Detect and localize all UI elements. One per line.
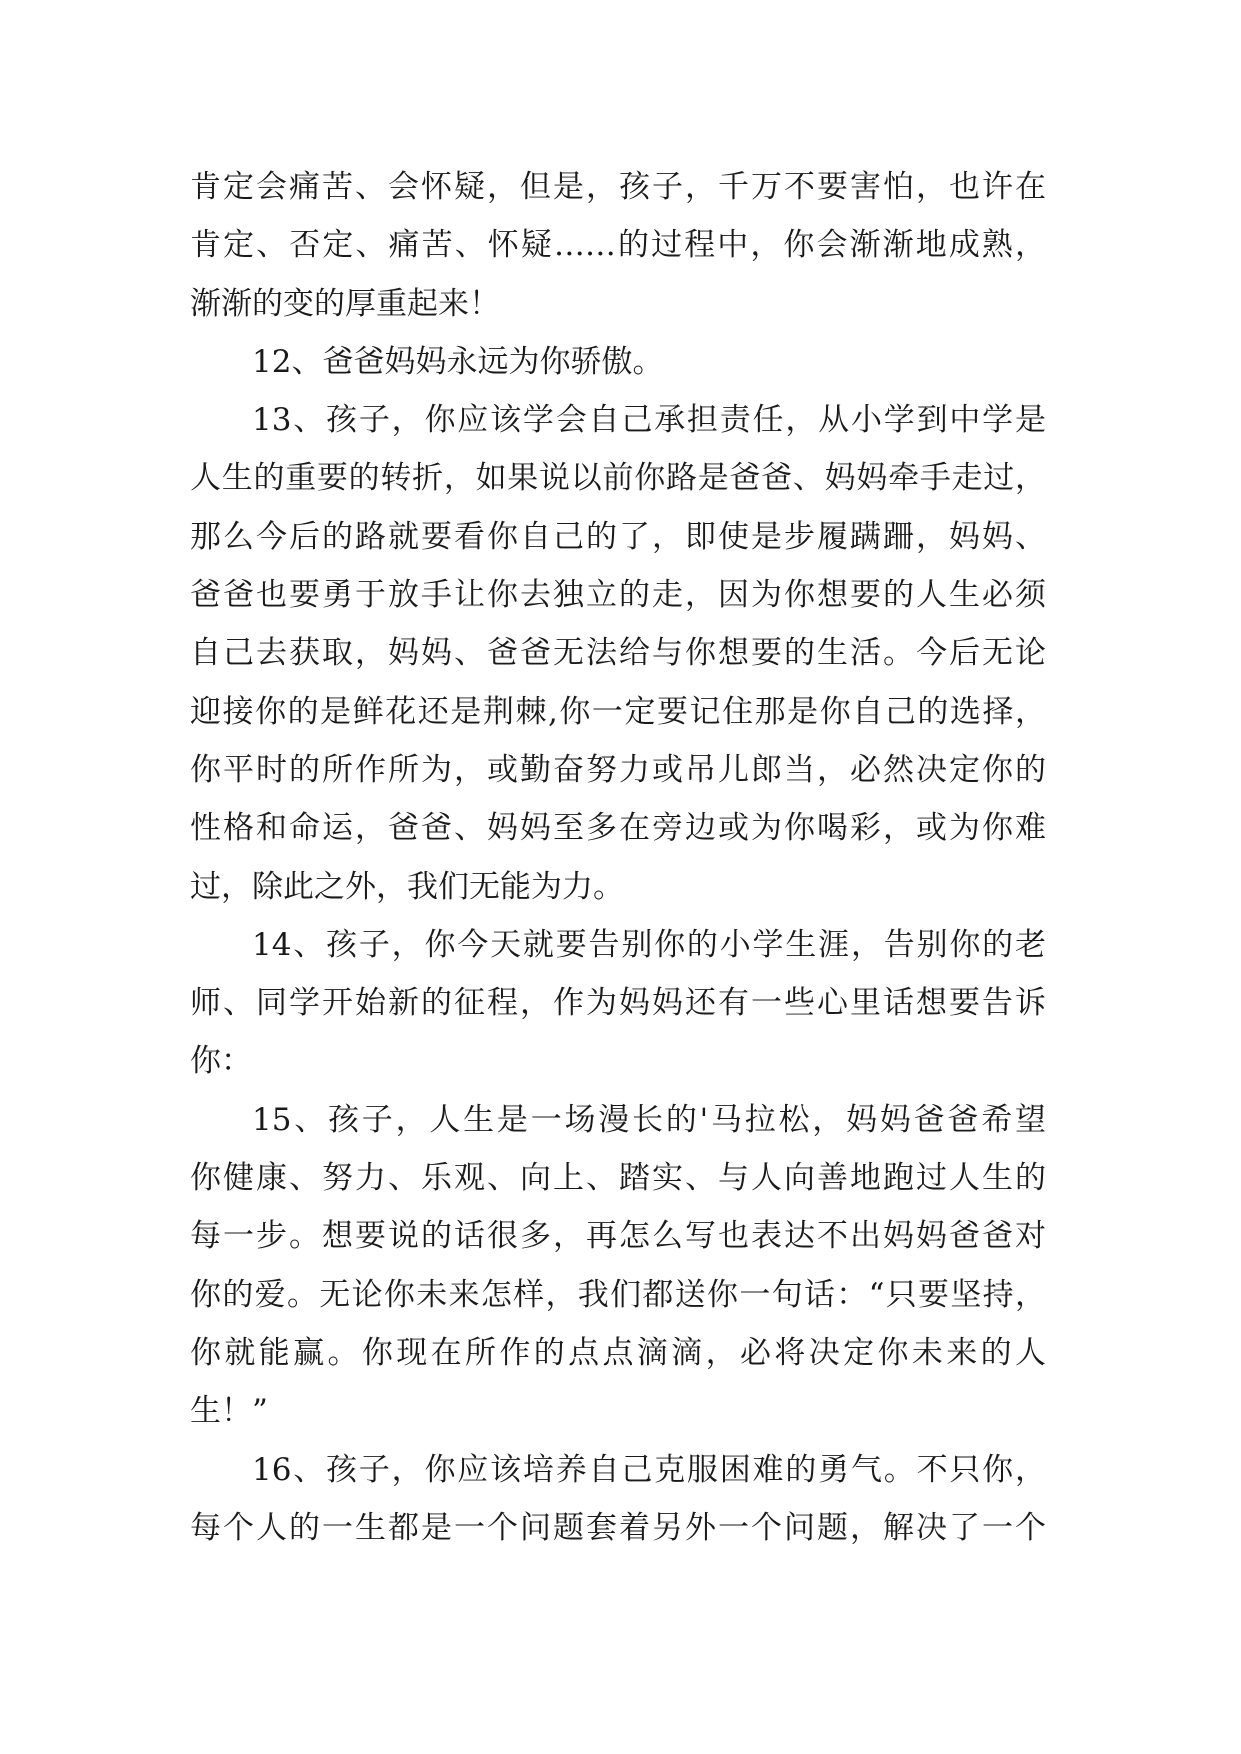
document-body bbox=[190, 158, 1190, 1557]
paragraph-14-line: 14、孩子，你今天就要告别你的小学生涯，告别你的老 bbox=[252, 926, 1046, 963]
text-line: 你就能赢。你现在所作的点点滴滴，必将决定你未来的人 bbox=[190, 1334, 1046, 1371]
paragraph-13-line: 13、孩子，你应该学会自己承担责任，从小学到中学是 bbox=[252, 402, 1046, 439]
text-line: 肯定、否定、痛苦、怀疑……的过程中，你会渐渐地成熟， bbox=[190, 227, 1046, 264]
text-line: 你： bbox=[190, 1043, 252, 1080]
text-line: 过，除此之外，我们无能为力。 bbox=[190, 868, 624, 905]
text-line: 你平时的所作所为，或勤奋努力或吊儿郎当，必然决定你的 bbox=[190, 751, 1046, 788]
text-line: 人生的重要的转折，如果说以前你路是爸爸、妈妈牵手走过， bbox=[190, 460, 1046, 497]
text-line: 性格和命运，爸爸、妈妈至多在旁边或为你喝彩，或为你难 bbox=[190, 810, 1046, 847]
text-line: 你的爱。无论你未来怎样，我们都送你一句话：“只要坚持， bbox=[190, 1276, 1046, 1313]
text-line: 那么今后的路就要看你自己的了，即使是步履蹒跚，妈妈、 bbox=[190, 518, 1046, 555]
text-line: 每个人的一生都是一个问题套着另外一个问题，解决了一个 bbox=[190, 1509, 1046, 1546]
text-line: 肯定会痛苦、会怀疑，但是，孩子，千万不要害怕，也许在 bbox=[190, 169, 1046, 205]
text-line: 生！” bbox=[190, 1393, 268, 1430]
text-line: 师、同学开始新的征程，作为妈妈还有一些心里话想要告诉 bbox=[190, 985, 1046, 1022]
paragraph-15-line: 15、孩子，人生是一场漫长的'马拉松，妈妈爸爸希望 bbox=[252, 1101, 1046, 1138]
text-line: 渐渐的变的厚重起来！ bbox=[190, 285, 500, 322]
text-line: 每一步。想要说的话很多，再怎么写也表达不出妈妈爸爸对 bbox=[190, 1218, 1046, 1255]
paragraph-16-line: 16、孩子，你应该培养自己克服困难的勇气。不只你， bbox=[252, 1451, 1046, 1488]
text-line: 迎接你的是鲜花还是荆棘,你一定要记住那是你自己的选择， bbox=[190, 693, 1046, 730]
text-line: 自己去获取，妈妈、爸爸无法给与你想要的生活。今后无论 bbox=[190, 635, 1046, 672]
paragraph-12-line: 12、爸爸妈妈永远为你骄傲。 bbox=[252, 343, 664, 380]
text-line: 你健康、努力、乐观、向上、踏实、与人向善地跑过人生的 bbox=[190, 1160, 1046, 1197]
text-line: 爸爸也要勇于放手让你去独立的走，因为你想要的人生必须 bbox=[190, 577, 1046, 614]
